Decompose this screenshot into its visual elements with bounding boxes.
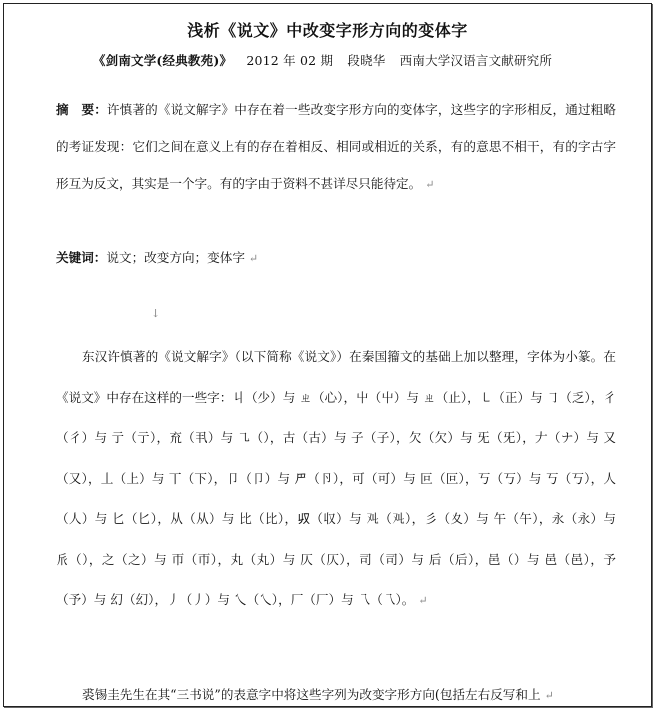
keywords [56, 239, 616, 277]
issue: 2012 年 02 期 [246, 53, 334, 68]
body-paragraph-2-text: 裘锡圭先生在其“三书说”的表意字中将这些字列为改变字形方向(包括左右反写和上 [82, 687, 541, 702]
body-paragraph-1 [56, 337, 616, 622]
journal-name: 《剑南文学(经典教苑)》 [92, 53, 233, 68]
down-arrow-icon: ↓ [151, 307, 161, 320]
document-page [3, 3, 652, 707]
affiliation: 西南大学汉语言文献研究所 [399, 53, 553, 68]
abstract-label: 摘 要： [56, 102, 107, 117]
byline [4, 51, 651, 69]
paragraph-mark-icon: ↵ [418, 594, 428, 607]
body-paragraph-1-text: 东汉许慎著的《说文解字》（以下简称《说文》）在秦国籀文的基础上加以整理，字体为小篆。在《说文》中存在这样的一些字：丩（少）与 ㄓ（心），屮（屮）与 ㄓ（止），㇄（正）与 ㇆（乏），彳（彳）与 亍（亍），㐬（丮）与 ㇈（），古（古）与 子（子），欠（欠）与 旡（旡），𠂇（ナ）与 又（又），丄（上）与 丅（下），卩（卩）与 𠃜（卪），可（可）与 叵（叵），丂（丂）与 丂（丂），人（人）与 匕（匕），从（从）与 比（比），𠬞（収）与 𠬜（𠬜），彡（夊）与 午（午），永（永）与 𠂢（），之（之）与 帀（帀），丸（丸）与 仄（仄），司（司）与 后（后），邑（）与 邑（邑），予（予）与 幻（幻），丿（丿）与 乀（乀），厂（厂）与 乁（乁）。 [56, 349, 616, 607]
paragraph-mark-icon: ↵ [544, 689, 554, 702]
article-title: 浅析《说文》中改变字形方向的变体字 [187, 21, 468, 40]
abstract-text: 许慎著的《说文解字》中存在着一些改变字形方向的变体字，这些字的字形相反，通过粗略的考证发现：它们之间在意义上有的存在着相反、相同或相近的关系，有的意思不相干，有的字古字形互为反文，其实是一个字。有的字由于资料不甚详尽只能待定。 [56, 102, 617, 191]
keywords-label: 关键词： [56, 250, 107, 265]
author: 段晓华 [347, 53, 386, 68]
paragraph-mark-icon: ↵ [425, 178, 435, 191]
keywords-text: 说文；改变方向；变体字 [106, 250, 245, 265]
paragraph-mark-icon: ↵ [248, 252, 259, 265]
abstract [56, 91, 616, 203]
body-paragraph-2 [56, 676, 616, 707]
